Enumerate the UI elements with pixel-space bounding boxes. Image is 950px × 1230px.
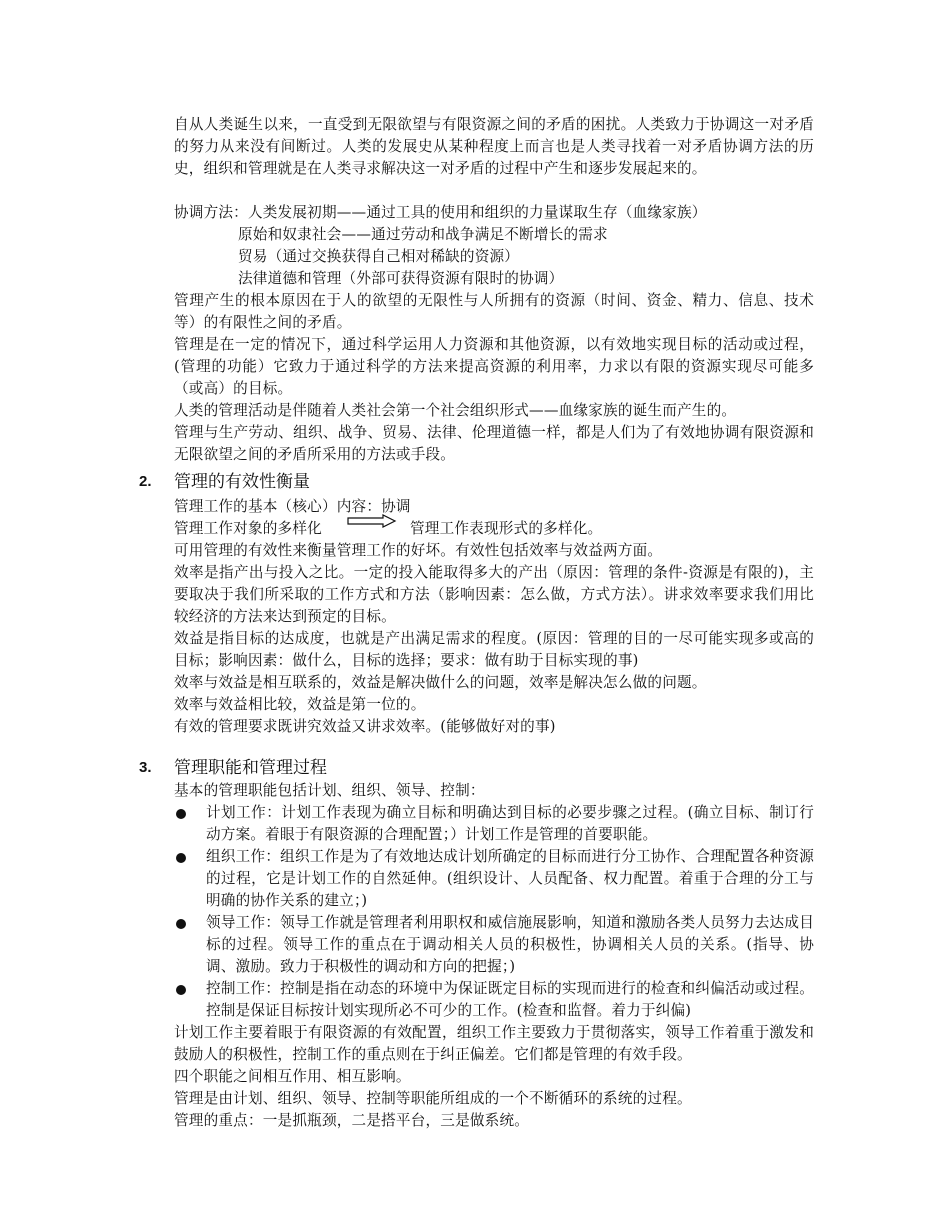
paragraph-efficiency: 效率是指产出与投入之比。一定的投入能取得多大的产出（原因：管理的条件-资源是有限的)，主要取决于我们所采取的工作方式和方法（影响因素：怎么做，方式方法）。讲求效率要求我们用比较经济的方法来达到预定的目标。 bbox=[174, 564, 814, 625]
paragraph-cycle: 管理是由计划、组织、领导、控制等职能所组成的一个不断循环的系统的过程。 bbox=[174, 1090, 692, 1107]
paragraph-effective-management: 有效的管理要求既讲究效益又讲求效率。(能够做好对的事) bbox=[174, 718, 556, 735]
list-item-organizing: 组织工作：组织工作是为了有效地达成计划所确定的目标而进行分工协作、合理配置各种资源的过程，它是计划工作的自然延伸。(组织设计、人员配备、权力配置。着重于合理的分工与明确的协作关系的建立；) bbox=[206, 848, 814, 909]
bullet-icon bbox=[176, 853, 186, 863]
paragraph-focus: 管理的重点：一是抓瓶颈，二是搭平台，三是做系统。 bbox=[174, 1112, 530, 1129]
paragraph-management-definition: 管理是在一定的情况下，通过科学运用人力资源和其他资源，以有效地实现目标的活动或过程，(管理的功能）它致力于通过科学的方法来提高资源的利用率，力求以有限的资源实现尽可能多（或高）的目标。 bbox=[174, 336, 814, 397]
list-item-planning: 计划工作：计划工作表现为确立目标和明确达到目标的必要步骤之过程。(确立目标、制订行动方案。着眼于有限资源的合理配置；）计划工作是管理的首要职能。 bbox=[206, 804, 814, 843]
paragraph-trade: 贸易（通过交换获得自己相对稀缺的资源） bbox=[238, 248, 520, 265]
section-2-heading: 管理的有效性衡量 bbox=[174, 472, 310, 492]
right-arrow-icon bbox=[347, 514, 397, 528]
paragraph-core-content: 管理工作的基本（核心）内容：协调 bbox=[174, 498, 411, 515]
paragraph-priority: 效率与效益相比较，效益是第一位的。 bbox=[174, 696, 426, 713]
paragraph-root-cause: 管理产生的根本原因在于人的欲望的无限性与人所拥有的资源（时间、资金、精力、信息、技术等）的有限性之间的矛盾。 bbox=[174, 292, 814, 331]
paragraph-origin: 人类的管理活动是伴随着人类社会第一个社会组织形式——血缘家族的诞生而产生的。 bbox=[174, 402, 737, 419]
paragraph-means: 管理与生产劳动、组织、战争、贸易、法律、伦理道德一样，都是人们为了有效地协调有限资源和无限欲望之间的矛盾所采用的方法或手段。 bbox=[174, 424, 814, 463]
paragraph-form-diversity: 管理工作表现形式的多样化。 bbox=[410, 520, 603, 537]
section-3-heading: 管理职能和管理过程 bbox=[174, 758, 327, 778]
paragraph-coordination-methods: 协调方法：人类发展初期——通过工具的使用和组织的力量谋取生存（血缘家族） bbox=[174, 204, 707, 221]
paragraph-law-management: 法律道德和管理（外部可获得资源有限时的协调） bbox=[238, 270, 564, 287]
bullet-icon bbox=[176, 919, 186, 929]
bullet-icon bbox=[176, 809, 186, 819]
paragraph-primitive-society: 原始和奴隶社会——通过劳动和战争满足不断增长的需求 bbox=[238, 226, 608, 243]
paragraph-human-conflict: 自从人类诞生以来，一直受到无限欲望与有限资源之间的矛盾的困扰。人类致力于协调这一对矛盾的努力从来没有间断过。人类的发展史从某种程度上而言也是人类寻找着一对矛盾协调方法的历史，组织和管理就是在人类寻求解决这一对矛盾的过程中产生和逐步发展起来的。 bbox=[174, 116, 814, 177]
bullet-icon bbox=[176, 985, 186, 995]
paragraph-basic-functions: 基本的管理职能包括计划、组织、领导、控制： bbox=[174, 782, 485, 799]
section-2-number: 2. bbox=[139, 473, 152, 490]
paragraph-effectiveness: 可用管理的有效性来衡量管理工作的好坏。有效性包括效率与效益两方面。 bbox=[174, 542, 663, 559]
section-3-number: 3. bbox=[139, 759, 152, 776]
list-item-controlling: 控制工作：控制是指在动态的环境中为保证既定目标的实现而进行的检查和纠偏活动或过程。控制是保证目标按计划实现所必不可少的工作。(检查和监督。着力于纠偏) bbox=[206, 980, 814, 1019]
paragraph-interaction: 四个职能之间相互作用、相互影响。 bbox=[174, 1068, 411, 1085]
paragraph-relation: 效率与效益是相互联系的，效益是解决做什么的问题，效率是解决怎么做的问题。 bbox=[174, 674, 707, 691]
paragraph-object-diversity: 管理工作对象的多样化 bbox=[174, 520, 322, 537]
paragraph-function-summary: 计划工作主要着眼于有限资源的有效配置，组织工作主要致力于贯彻落实，领导工作着重于激发和鼓励人的积极性，控制工作的重点则在于纠正偏差。它们都是管理的有效手段。 bbox=[174, 1024, 814, 1063]
paragraph-benefit: 效益是指目标的达成度，也就是产出满足需求的程度。(原因：管理的目的一尽可能实现多或高的目标；影响因素：做什么，目标的选择；要求：做有助于目标实现的事) bbox=[174, 630, 814, 669]
list-item-leading: 领导工作：领导工作就是管理者利用职权和威信施展影响，知道和激励各类人员努力去达成目标的过程。领导工作的重点在于调动相关人员的积极性，协调相关人员的关系。(指导、协调、激励。致力于积极性的调动和方向的把握；) bbox=[206, 914, 814, 975]
